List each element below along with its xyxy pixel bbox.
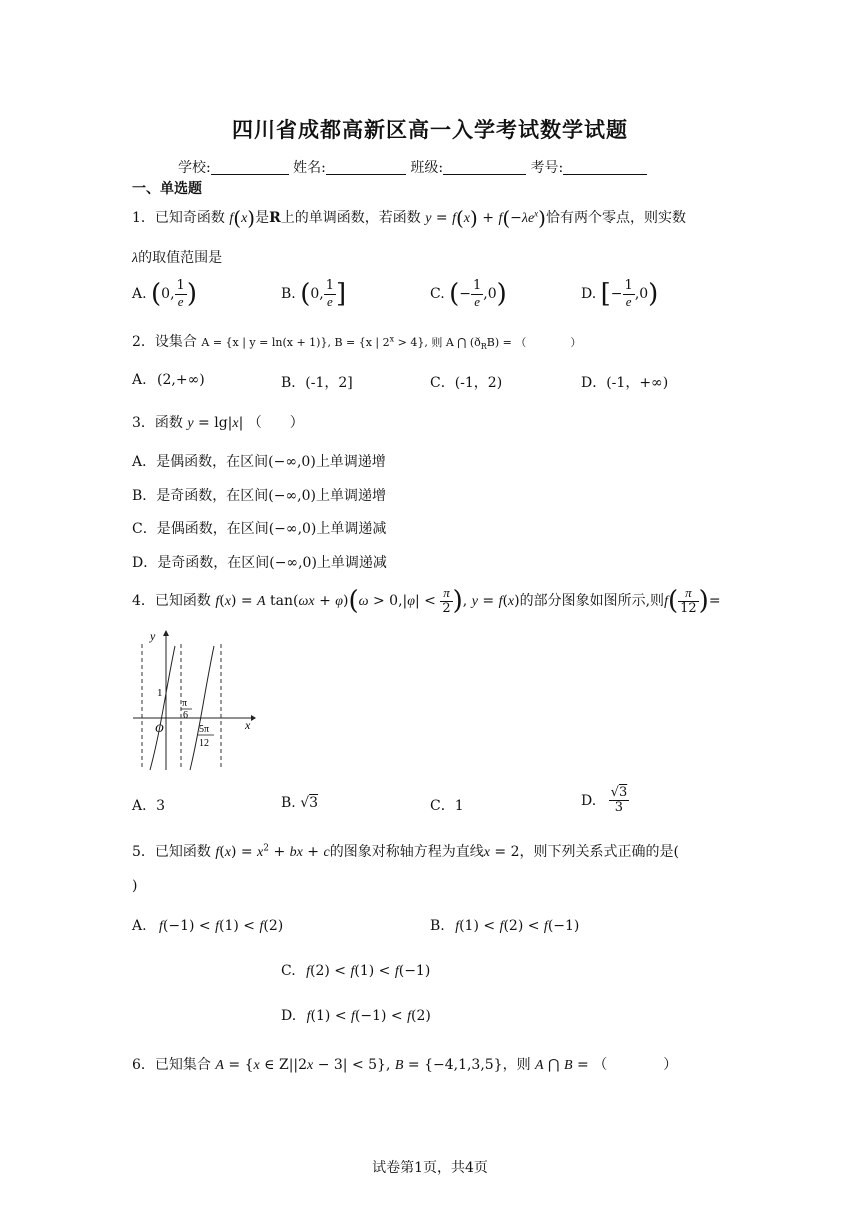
y-axis-arrow xyxy=(163,630,169,636)
class-blank[interactable] xyxy=(443,160,526,175)
question-1-option-b[interactable]: B. (0, $\frac{1}{e}$ ] xyxy=(281,278,347,309)
question-3: 3．函数 y = lg|x| （ ） xyxy=(132,415,304,431)
question-5-close: ) xyxy=(132,878,138,894)
graph-x-label: x xyxy=(245,718,251,732)
question-1-option-a[interactable]: A. (0, $\frac{1}{e}$ ) xyxy=(132,278,197,309)
question-3-option-b[interactable]: B．是奇函数，在区间(−∞,0)上单调递增 xyxy=(132,488,386,504)
graph-y-label: y xyxy=(150,629,156,643)
question-6: 6．已知集合 A = {x ∈ Z||2x − 3| < 5}, B = {−4,1,3,5}，则 A ⋂ B = （ ） xyxy=(132,1057,678,1073)
school-blank[interactable] xyxy=(211,160,289,175)
name-label: 姓名: xyxy=(293,160,326,176)
question-2-option-d[interactable]: D．(-1，+∞) xyxy=(581,375,669,391)
school-label: 学校: xyxy=(178,160,211,176)
question-5-option-b[interactable]: B. f(1) < f(2) < f(−1) xyxy=(430,918,580,934)
graph-one-label: 1 xyxy=(157,687,163,699)
question-5: 5．已知函数 $f(x) = x^2$ + bx + c的图象对称轴方程为直线x = 2，则下列关系式正确的是( xyxy=(132,843,679,860)
section-heading: 一、单选题 xyxy=(132,181,202,197)
class-label: 班级: xyxy=(410,160,444,176)
question-1-option-d[interactable]: D. [− $\frac{1}{e}$ ,0) xyxy=(581,278,659,309)
tangent-graph xyxy=(128,624,258,774)
question-2-option-a[interactable]: A. (2,+∞) xyxy=(132,372,205,388)
graph-pi-label: π xyxy=(182,698,188,709)
name-blank[interactable] xyxy=(326,160,406,175)
question-2: 2．设集合 A = {x | y = ln(x + 1)}, B = {x | $2^x > 4$}, 则 A ⋂ $(ð_RB)$ = （ ） xyxy=(132,334,582,352)
graph-six-label: 6 xyxy=(183,710,188,721)
page-footer: 试卷第1页，共4页 xyxy=(372,1160,488,1176)
question-4-option-c[interactable]: C．1 xyxy=(430,798,464,814)
question-2-option-b[interactable]: B．(-1，2] xyxy=(281,375,353,391)
question-4-option-a[interactable]: A．3 xyxy=(132,798,166,814)
question-1-line2: λ的取值范围是 xyxy=(132,250,223,266)
exam-no-label: 考号: xyxy=(530,160,564,176)
question-5-option-a[interactable]: A. f(−1) < f(1) < f(2) xyxy=(132,918,284,934)
question-5-option-c[interactable]: C. f(2) < f(1) < f(−1) xyxy=(281,963,431,979)
graph-origin-label: O xyxy=(155,721,164,735)
tangent-branch-1 xyxy=(150,646,175,770)
question-3-option-d[interactable]: D．是奇函数，在区间(−∞,0)上单调递减 xyxy=(132,555,387,571)
question-2-option-c[interactable]: C．(-1，2) xyxy=(430,375,503,391)
student-info xyxy=(178,157,647,177)
question-4: 4．已知函数 f(x) = A tan(ωx + φ)(ω > 0,|φ| < $\frac{\pi}{2}$ ), y = f(x)的部分图象如图所示,则f( $\frac{\pi}{12}$ )= xyxy=(132,585,721,616)
question-5-option-d[interactable]: D. f(1) < f(−1) < f(2) xyxy=(281,1008,431,1024)
question-4-option-d[interactable]: D. $\frac{√3}{3}$ xyxy=(581,785,628,816)
graph-twelve-label: 12 xyxy=(199,738,209,749)
question-4-option-b[interactable]: B. √3 xyxy=(281,795,319,811)
question-3-option-a[interactable]: A．是偶函数，在区间(−∞,0)上单调递增 xyxy=(132,454,386,470)
question-1-line1: 1．已知奇函数 f(x)是R上的单调函数，若函数 $y = f(x) + f(-\lambda e^x)$恰有两个零点，则实数 xyxy=(132,206,686,230)
question-3-option-c[interactable]: C．是偶函数，在区间(−∞,0)上单调递减 xyxy=(132,521,387,537)
page-title: 四川省成都高新区高一入学考试数学试题 xyxy=(232,118,628,142)
question-1-option-c[interactable]: C. (− $\frac{1}{e}$ ,0) xyxy=(430,278,507,309)
graph-5pi-label: 5π xyxy=(199,724,210,735)
exam-no-blank[interactable] xyxy=(563,160,647,175)
x-axis-arrow xyxy=(251,715,256,721)
tangent-branch-2 xyxy=(190,646,214,770)
